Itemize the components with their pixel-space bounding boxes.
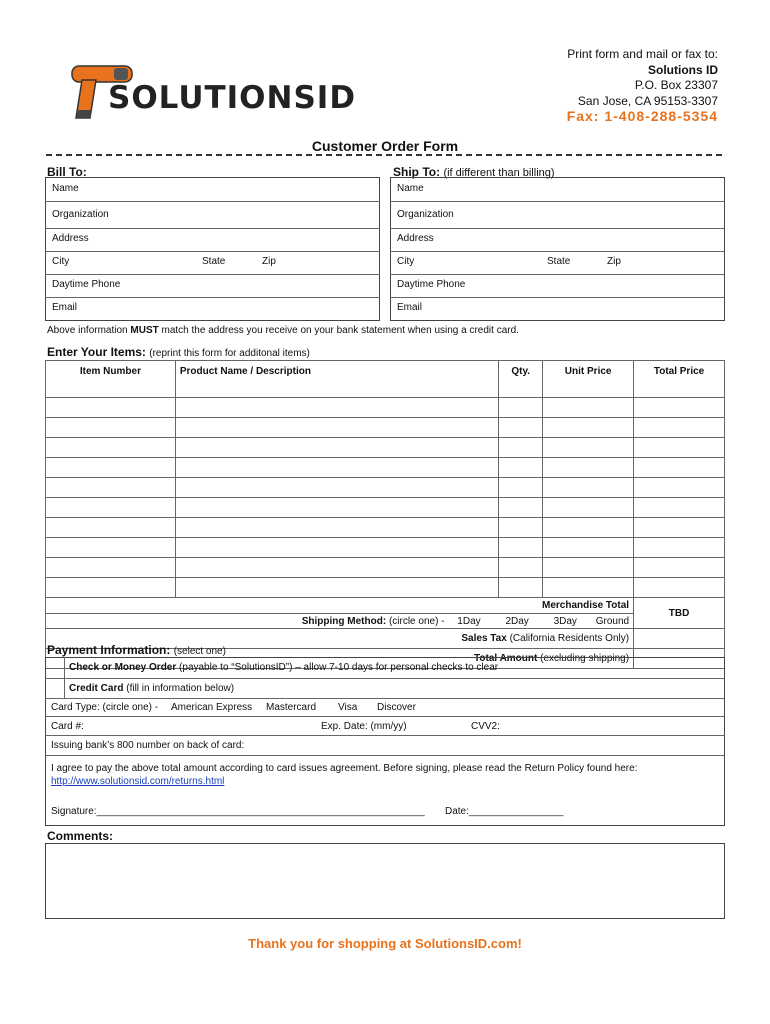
items-table: [45, 360, 725, 669]
divider: [390, 297, 725, 298]
ship-address-field[interactable]: Address: [397, 233, 434, 244]
comments-heading: Comments:: [47, 829, 114, 843]
bill-to-heading: Bill To:: [47, 165, 87, 179]
credit-label: Credit Card: [69, 683, 124, 694]
table-row[interactable]: [46, 418, 725, 438]
fax-number: Fax: 1-408-288-5354: [566, 108, 718, 124]
divider: [45, 755, 725, 756]
company-name: Solutions ID: [648, 62, 718, 77]
credit-note: (fill in information below): [126, 683, 235, 694]
card-number-field[interactable]: Card #:: [51, 721, 84, 732]
shipping-method-row: [46, 614, 725, 629]
notice-must: MUST: [130, 325, 159, 336]
ship-organization-field[interactable]: Organization: [397, 209, 454, 220]
ship-to-box: [390, 177, 725, 321]
bill-state-field[interactable]: State: [202, 256, 226, 267]
total-amount-note: (excluding shipping): [540, 653, 630, 664]
card-option-visa[interactable]: Visa: [338, 702, 358, 713]
col-unit-price: Unit Price: [543, 361, 634, 398]
bill-address-field[interactable]: Address: [52, 233, 89, 244]
col-product-name: Product Name / Description: [175, 361, 498, 398]
return-policy-link[interactable]: http://www.solutionsid.com/returns.html: [51, 776, 225, 787]
bill-phone-field[interactable]: Daytime Phone: [52, 279, 121, 290]
mailing-info: [567, 47, 718, 125]
ship-phone-field[interactable]: Daytime Phone: [397, 279, 466, 290]
merchandise-total-label: Merchandise Total: [46, 598, 634, 614]
divider: [45, 716, 725, 717]
address-notice: [47, 325, 519, 336]
divider: [390, 274, 725, 275]
city-line: San Jose, CA 95153-3307: [577, 93, 718, 108]
bill-email-field[interactable]: Email: [52, 302, 78, 313]
agreement-text: [51, 762, 711, 788]
divider: [45, 228, 380, 229]
divider: [390, 251, 725, 252]
page-title: Customer Order Form: [311, 138, 459, 154]
logo-wordmark: SOLUTIONSID: [108, 80, 357, 116]
check-label: Check or Money Order: [69, 662, 177, 673]
agreement-body: I agree to pay the above total amount according to card issues agreement. Before signing, please read the Return Policy found here:: [51, 763, 638, 774]
divider: [45, 297, 380, 298]
items-heading: [47, 345, 310, 359]
date-field[interactable]: Date:_________________: [445, 806, 564, 817]
divider: [45, 678, 725, 679]
po-box: P.O. Box 23307: [634, 78, 718, 92]
notice-pre: Above information: [47, 325, 131, 336]
table-row[interactable]: [46, 538, 725, 558]
sales-tax-label: Sales Tax: [461, 633, 507, 644]
table-row[interactable]: [46, 398, 725, 418]
shipping-method-note: (circle one) -: [388, 615, 445, 627]
divider: [390, 228, 725, 229]
table-row[interactable]: [46, 578, 725, 598]
items-header-row: [46, 361, 725, 398]
bill-zip-field[interactable]: Zip: [262, 256, 276, 267]
thank-you-message: Thank you for shopping at SolutionsID.com!: [248, 936, 522, 951]
sales-tax-note: (California Residents Only): [509, 633, 630, 644]
card-option-discover[interactable]: Discover: [377, 702, 416, 713]
ship-to-title: Ship To:: [393, 165, 441, 179]
divider: [45, 274, 380, 275]
merchandise-total-row: [46, 598, 725, 614]
col-qty: Qty.: [499, 361, 543, 398]
shipping-tbd: TBD: [634, 598, 725, 629]
divider: [45, 698, 725, 699]
table-row[interactable]: [46, 478, 725, 498]
table-row[interactable]: [46, 498, 725, 518]
col-total-price: Total Price: [634, 361, 725, 398]
bill-name-field[interactable]: Name: [52, 183, 79, 194]
signature-field[interactable]: Signature:___________________________________________________________: [51, 806, 425, 817]
ship-zip-field[interactable]: Zip: [607, 256, 621, 267]
card-option-amex[interactable]: American Express: [171, 702, 253, 713]
check-note: (payable to “SolutionsID”) – allow 7-10 days for personal checks to clear: [179, 662, 499, 673]
shipping-method-label: Shipping Method:: [301, 615, 387, 627]
bill-to-box: [45, 177, 380, 321]
checkbox-column-divider: [64, 657, 65, 698]
divider: [45, 251, 380, 252]
title-divider: [46, 154, 722, 156]
bill-city-field[interactable]: City: [52, 256, 70, 267]
ship-email-field[interactable]: Email: [397, 302, 423, 313]
exp-date-field[interactable]: Exp. Date: (mm/yy): [321, 721, 407, 732]
ship-state-field[interactable]: State: [547, 256, 571, 267]
table-row[interactable]: [46, 458, 725, 478]
ship-city-field[interactable]: City: [397, 256, 415, 267]
credit-card-option[interactable]: [69, 683, 234, 694]
ship-name-field[interactable]: Name: [397, 183, 424, 194]
card-type-label: Card Type: (circle one) -: [51, 702, 159, 713]
shipping-option-1day[interactable]: 1Day: [457, 615, 481, 627]
col-item-number: Item Number: [46, 361, 176, 398]
table-row[interactable]: [46, 518, 725, 538]
check-option[interactable]: [69, 662, 498, 673]
shipping-option-3day[interactable]: 3Day: [553, 615, 577, 627]
items-note: (reprint this form for additonal items): [149, 348, 310, 359]
payment-note: (select one): [173, 646, 226, 657]
total-amount-label: Total Amount: [474, 653, 538, 664]
payment-heading: [47, 643, 226, 657]
card-option-mastercard[interactable]: Mastercard: [266, 702, 317, 713]
sales-tax-value[interactable]: [634, 629, 725, 649]
ship-to-note: (if different than billing): [443, 167, 555, 179]
payment-title: Payment Information:: [47, 643, 171, 657]
mail-instruction: Print form and mail or fax to:: [567, 47, 718, 61]
shipping-option-ground[interactable]: Ground: [595, 615, 630, 627]
shipping-option-2day[interactable]: 2Day: [505, 615, 529, 627]
table-row[interactable]: [46, 558, 725, 578]
divider: [45, 735, 725, 736]
shipping-method-cell: [46, 614, 634, 629]
bill-organization-field[interactable]: Organization: [52, 209, 109, 220]
notice-post: match the address you receive on your bank statement when using a credit card.: [158, 325, 519, 336]
bank-phone-field[interactable]: Issuing bank’s 800 number on back of card:: [51, 740, 245, 751]
divider: [390, 201, 725, 202]
divider: [45, 201, 380, 202]
cvv-field[interactable]: CVV2:: [471, 721, 500, 732]
items-title: Enter Your Items:: [47, 345, 146, 359]
comments-textarea[interactable]: [45, 843, 725, 919]
table-row[interactable]: [46, 438, 725, 458]
